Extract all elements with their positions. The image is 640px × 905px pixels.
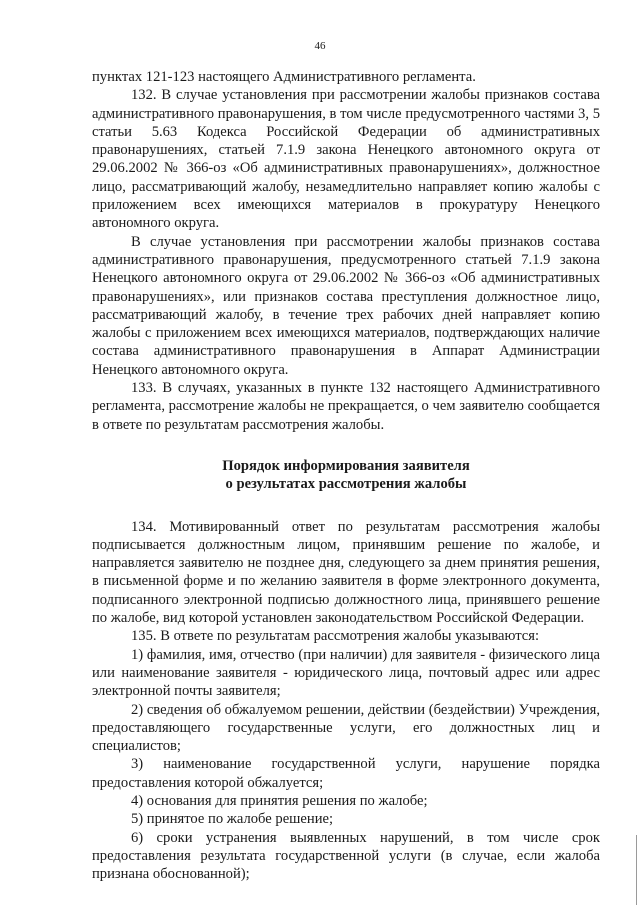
list-item-3: 3) наименование государственной услуги, нарушение порядка предоставления которой обжалуется;: [92, 756, 600, 791]
paragraph-132: 132. В случае установления при рассмотрении жалобы признаков состава административного правонарушения, в том числе предусмотренного частями 3, 5 статьи 5.63 Кодекса Российской Федерации об административных правонарушениях, статьей 7.1.9 закона Ненецкого автономного округа от 29.06.2002 № 366-оз «Об административных правонарушениях», должностное лицо, рассматривающий жалобу, незамедлительно направляет копию жалобы с приложением всех имеющихся материалов в прокуратуру Ненецкого автономного округа.: [92, 87, 600, 232]
paragraph-135: 135. В ответе по результатам рассмотрения жалобы указываются:: [131, 628, 540, 645]
scan-edge-line: [636, 835, 637, 905]
section-heading-line-1: Порядок информирования заявителя: [222, 457, 470, 474]
list-item-4: 4) основания для принятия решения по жалобе;: [131, 792, 428, 809]
list-item-6: 6) сроки устранения выявленных нарушений, в том числе срок предоставления результата государственной услуги (в случае, если жалоба признана обоснованной);: [92, 829, 600, 883]
list-item-5: 5) принятое по жалобе решение;: [131, 811, 334, 828]
paragraph-134: 134. Мотивированный ответ по результатам рассмотрения жалобы подписывается должностным лицом, принявшим решение по жалобе, и направляется заявителю не позднее дня, следующего за днем принятия решения, в письменной форме и по желанию заявителя в форме электронного документа, подписанного электронной подписью должностного лица, принявшего решение по жалобе, вид которой установлен законодательством Российской Федерации.: [92, 518, 600, 627]
list-item-2: 2) сведения об обжалуемом решении, действии (бездействии) Учреждения, предоставляющего государственные услуги, его должностных лиц и специалистов;: [92, 701, 600, 755]
section-heading-line-2: о результатах рассмотрения жалобы: [225, 476, 467, 493]
document-body: [92, 68, 600, 883]
paragraph-132-second: В случае установления при рассмотрении жалобы признаков состава административного правонарушения, предусмотренного статьей 7.1.9 закона Ненецкого автономного округа от 29.06.2002 № 366-оз «Об административных правонарушениях», или признаков состава преступления должностное лицо, рассматривающий жалобу, в течение трех рабочих дней направляет копию жалобы с приложением всех имеющихся материалов, подтверждающих наличие состава административного правонарушения в Аппарат Администрации Ненецкого автономного округа.: [92, 233, 600, 378]
paragraph-continuation: пунктах 121-123 настоящего Административного регламента.: [92, 69, 476, 85]
paragraph-133: 133. В случаях, указанных в пункте 132 настоящего Административного регламента, рассмотрение жалобы не прекращается, о чем заявителю сообщается в ответе по результатам рассмотрения жалобы.: [92, 380, 600, 433]
page-number: 46: [314, 40, 326, 52]
list-item-1: 1) фамилия, имя, отчество (при наличии) для заявителя - физического лица или наименование заявителя - юридического лица, почтовый адрес или адрес электронной почты заявителя;: [92, 646, 600, 700]
section-heading: [92, 457, 600, 494]
